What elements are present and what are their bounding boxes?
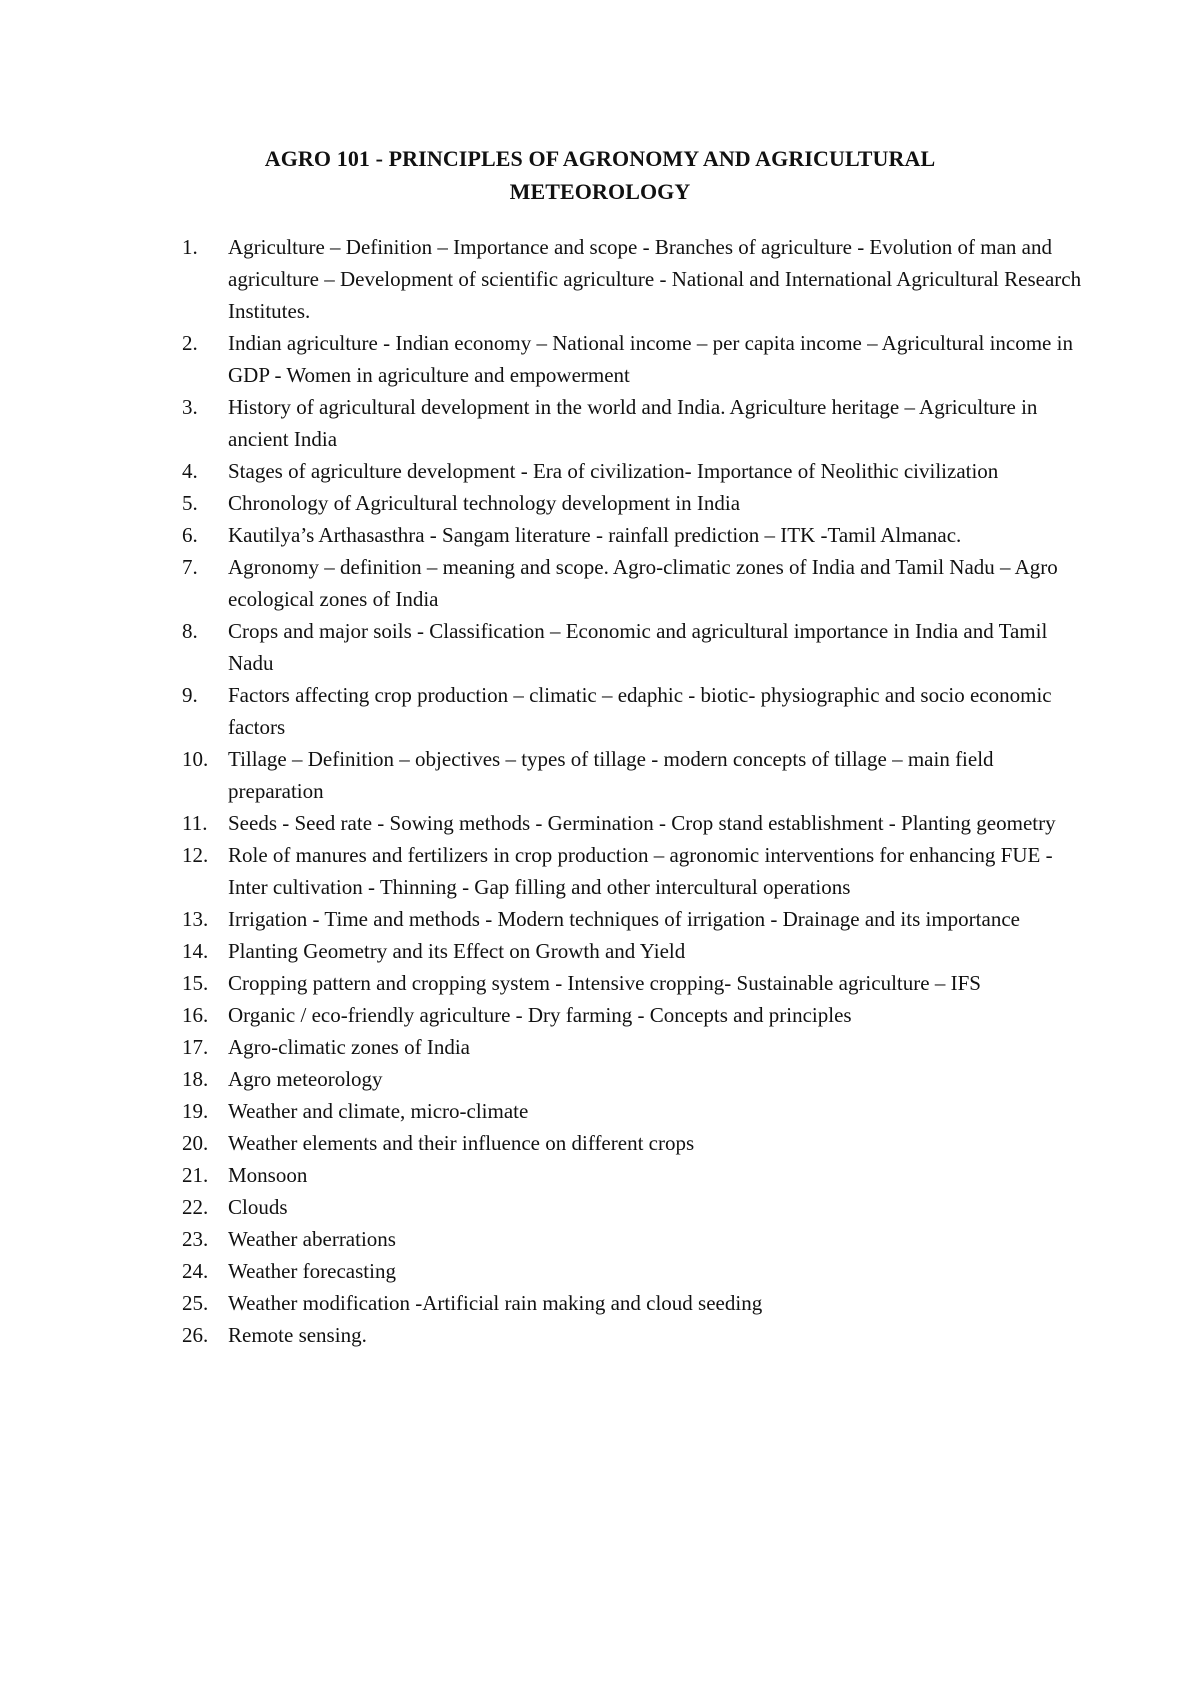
- list-item-number: 4.: [182, 459, 198, 483]
- list-item-number: 10.: [182, 747, 209, 771]
- list-item-number: 21.: [182, 1163, 209, 1187]
- list-item-number: 11.: [182, 811, 208, 835]
- list-item-text: Indian agriculture - Indian economy – National income – per capita income – Agricultural income in GDP - Women in agriculture and empowerment: [228, 331, 1073, 387]
- list-item-number: 1.: [182, 235, 198, 259]
- list-item-text: Factors affecting crop production – climatic – edaphic - biotic- physiographic and socio economic factors: [228, 683, 1052, 739]
- list-item: [182, 487, 1082, 519]
- list-item: [182, 1127, 1082, 1159]
- list-item-text: Kautilya’s Arthasasthra - Sangam literature - rainfall prediction – ITK -Tamil Almanac.: [228, 523, 962, 547]
- list-item-number: 20.: [182, 1131, 209, 1155]
- list-item-text: Irrigation - Time and methods - Modern techniques of irrigation - Drainage and its importance: [228, 907, 1020, 931]
- list-item: [182, 455, 1082, 487]
- list-item: [182, 1287, 1082, 1319]
- list-item-text: Tillage – Definition – objectives – types of tillage - modern concepts of tillage – main field preparation: [228, 747, 994, 803]
- list-item-number: 18.: [182, 1067, 209, 1091]
- list-item-number: 2.: [182, 331, 198, 355]
- title-line-1: AGRO 101 - PRINCIPLES OF AGRONOMY AND AGRICULTURAL: [264, 146, 936, 171]
- list-item-number: 8.: [182, 619, 198, 643]
- list-item-text: Weather forecasting: [228, 1259, 396, 1283]
- list-item-text: Role of manures and fertilizers in crop production – agronomic interventions for enhancing FUE - Inter cultivation - Thinning - Gap filling and other intercultural operations: [228, 843, 1053, 899]
- list-item-number: 5.: [182, 491, 198, 515]
- list-item-number: 16.: [182, 1003, 209, 1027]
- list-item-text: Weather modification -Artificial rain making and cloud seeding: [228, 1291, 763, 1315]
- list-item-text: Agro-climatic zones of India: [228, 1035, 470, 1059]
- list-item-text: Remote sensing.: [228, 1323, 367, 1347]
- list-item-text: Agriculture – Definition – Importance and scope - Branches of agriculture - Evolution of man and agriculture – Development of scientific agriculture - National and International Agricultural Research Institutes.: [228, 235, 1082, 323]
- list-item-text: Organic / eco-friendly agriculture - Dry farming - Concepts and principles: [228, 1003, 852, 1027]
- list-item-number: 22.: [182, 1195, 209, 1219]
- document-title: [160, 142, 1040, 208]
- title-line-2: METEOROLOGY: [509, 179, 691, 204]
- list-item: [182, 839, 1082, 903]
- topic-list: [182, 231, 1082, 1351]
- list-item: [182, 679, 1082, 743]
- list-item: [182, 807, 1082, 839]
- list-item: [182, 743, 1082, 807]
- list-item-text: Cropping pattern and cropping system - Intensive cropping- Sustainable agriculture – IFS: [228, 971, 981, 995]
- list-item: [182, 999, 1082, 1031]
- list-item: [182, 1063, 1082, 1095]
- list-item-text: Monsoon: [228, 1163, 308, 1187]
- list-item: [182, 327, 1082, 391]
- list-item-number: 7.: [182, 555, 198, 579]
- list-item-number: 6.: [182, 523, 198, 547]
- list-item: [182, 1095, 1082, 1127]
- list-item-number: 9.: [182, 683, 198, 707]
- list-item-number: 14.: [182, 939, 209, 963]
- list-item-text: Seeds - Seed rate - Sowing methods - Germination - Crop stand establishment - Planting geometry: [228, 811, 1056, 835]
- list-item: [182, 615, 1082, 679]
- list-item-number: 19.: [182, 1099, 209, 1123]
- list-item: [182, 1319, 1082, 1351]
- list-item-number: 12.: [182, 843, 209, 867]
- list-item-text: Stages of agriculture development - Era of civilization- Importance of Neolithic civilization: [228, 459, 999, 483]
- list-item: [182, 1255, 1082, 1287]
- list-item-text: Crops and major soils - Classification – Economic and agricultural importance in India and Tamil Nadu: [228, 619, 1048, 675]
- list-item: [182, 935, 1082, 967]
- list-item-text: History of agricultural development in the world and India. Agriculture heritage – Agriculture in ancient India: [228, 395, 1038, 451]
- list-item: [182, 1159, 1082, 1191]
- list-item-text: Chronology of Agricultural technology development in India: [228, 491, 741, 515]
- list-item-text: Weather elements and their influence on different crops: [228, 1131, 695, 1155]
- list-item-text: Weather aberrations: [228, 1227, 396, 1251]
- list-item: [182, 391, 1082, 455]
- list-item: [182, 551, 1082, 615]
- list-item: [182, 967, 1082, 999]
- list-item-number: 24.: [182, 1259, 209, 1283]
- list-item-text: Weather and climate, micro-climate: [228, 1099, 529, 1123]
- list-item-number: 15.: [182, 971, 209, 995]
- list-item-number: 25.: [182, 1291, 209, 1315]
- list-item: [182, 903, 1082, 935]
- list-item-number: 17.: [182, 1035, 209, 1059]
- list-item-text: Agronomy – definition – meaning and scope. Agro-climatic zones of India and Tamil Nadu – Agro ecological zones of India: [228, 555, 1058, 611]
- list-item-text: Agro meteorology: [228, 1067, 383, 1091]
- list-item-number: 26.: [182, 1323, 209, 1347]
- list-item-number: 23.: [182, 1227, 209, 1251]
- list-item: [182, 231, 1082, 327]
- list-item: [182, 1031, 1082, 1063]
- list-item: [182, 1191, 1082, 1223]
- list-item-number: 3.: [182, 395, 198, 419]
- list-item: [182, 519, 1082, 551]
- list-item-text: Planting Geometry and its Effect on Growth and Yield: [228, 939, 686, 963]
- list-item-text: Clouds: [228, 1195, 288, 1219]
- list-item: [182, 1223, 1082, 1255]
- list-item-number: 13.: [182, 907, 209, 931]
